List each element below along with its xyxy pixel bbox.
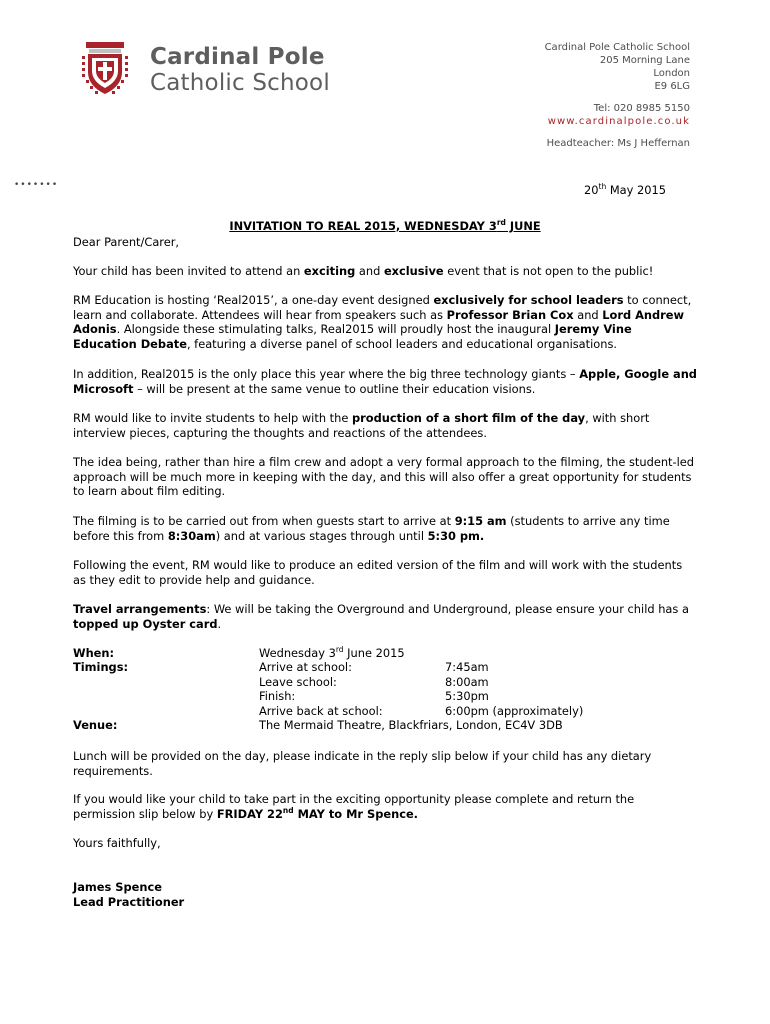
address-line: London: [653, 68, 690, 79]
school-address-block: [545, 41, 690, 150]
timing-time: 5:30pm: [445, 689, 489, 703]
timing-time: 8:00am: [445, 675, 489, 689]
timing-time: 7:45am: [445, 660, 489, 674]
school-name-line2: Catholic School: [150, 70, 330, 96]
paragraph-event: RM Education is hosting ‘Real2015’, a one-day event designed exclusively for school leaders to connect, learn and collaborate. Attendees will hear from speakers such as Professor Brian Cox and Lord Andrew Adonis. Alongside these stimulating talks, Real2015 will proudly host the inaugural Jeremy Vine Education Debate, featuring a diverse panel of school leaders and educational organisations.: [73, 293, 692, 351]
timing-item: Finish:: [259, 689, 296, 703]
letter-title: INVITATION TO REAL 2015, WEDNESDAY 3rd JUNE: [229, 218, 541, 233]
school-name-line1: Cardinal Pole: [150, 44, 325, 70]
signatory-name: James Spence: [73, 880, 162, 894]
paragraph-approach: The idea being, rather than hire a film crew and adopt a very formal approach to the filming, the student-led approach will be much more in keeping with the day, and this will also offer a great opportunity for students to learn about film editing.: [73, 455, 695, 499]
address-line: E9 6LG: [654, 81, 690, 92]
when-value: Wednesday 3rd June 2015: [259, 645, 405, 660]
timing-item: Arrive back at school:: [259, 704, 383, 718]
paragraph-return-slip: If you would like your child to take part in the exciting opportunity please complete and return the permission slip below by FRIDAY 22nd MAY to Mr Spence.: [73, 792, 635, 821]
timing-time: 6:00pm (approximately): [445, 704, 584, 718]
paragraph-technology: In addition, Real2015 is the only place this year where the big three technology giants – Apple, Google and Microsoft – will be present at the same venue to outline their education visions.: [73, 367, 697, 396]
website: www.cardinalpole.co.uk: [547, 116, 690, 127]
timing-item: Leave school:: [259, 675, 337, 689]
when-label: When:: [73, 646, 115, 660]
timings-label: Timings:: [73, 660, 129, 674]
salutation: Dear Parent/Carer,: [73, 235, 180, 249]
paragraph-film: RM would like to invite students to help with the production of a short film of the day, with short interview pieces, capturing the thoughts and reactions of the attendees.: [73, 411, 650, 440]
address-line: 205 Morning Lane: [599, 55, 690, 66]
school-name-logotype: [150, 44, 330, 96]
telephone: Tel: 020 8985 5150: [593, 103, 690, 114]
paragraph-filming-times: The filming is to be carried out from when guests start to arrive at 9:15 am (students to arrive any time before this from 8:30am) and at various stages through until 5:30 pm.: [73, 514, 670, 543]
paragraph-invite: Your child has been invited to attend an exciting and exclusive event that is not open to the public!: [73, 264, 654, 278]
headteacher: Headteacher: Ms J Heffernan: [546, 138, 690, 149]
paragraph-lunch: Lunch will be provided on the day, please indicate in the reply slip below if your child has any dietary requirements.: [73, 749, 652, 778]
signatory-role: Lead Practitioner: [73, 895, 185, 909]
letter-date: 20th May 2015: [584, 182, 666, 197]
venue-value: The Mermaid Theatre, Blackfriars, London, EC4V 3DB: [259, 718, 563, 732]
school-crest-logo: [80, 40, 130, 98]
closing: Yours faithfully,: [73, 836, 161, 850]
paragraph-travel: Travel arrangements: We will be taking the Overground and Underground, please ensure your child has a topped up Oyster card.: [73, 602, 689, 631]
paragraph-editing: Following the event, RM would like to produce an edited version of the film and will work with the students as they edit to provide help and guidance.: [73, 558, 683, 587]
margin-dots: •••••••: [14, 180, 59, 190]
venue-label: Venue:: [73, 718, 118, 732]
timing-item: Arrive at school:: [259, 660, 352, 674]
address-line: Cardinal Pole Catholic School: [544, 42, 690, 53]
